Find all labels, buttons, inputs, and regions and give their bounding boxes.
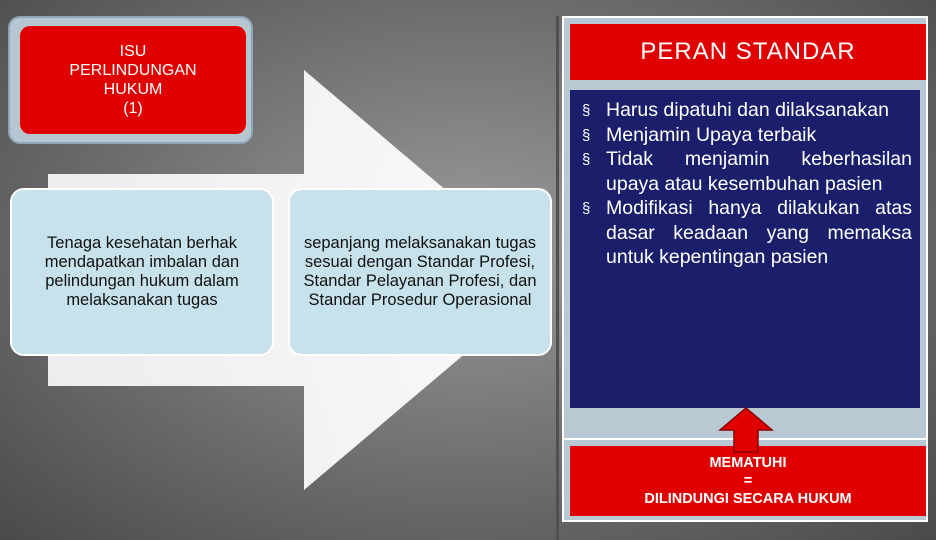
list-item: § Modifikasi hanya dilakukan atas dasar keadaan yang memaksa untuk kepentingan pasien (582, 197, 912, 268)
list-item: § Menjamin Upaya terbaik (578, 123, 912, 148)
bullet-icon: § (582, 151, 591, 168)
list-item: § Tidak menjamin keberhasilan upaya atau kesembuhan pasien (582, 148, 912, 195)
bullet-icon: § (582, 200, 591, 217)
standard-role-list (570, 90, 920, 408)
condition-box (288, 188, 552, 356)
rights-box (10, 188, 274, 356)
conclusion-box (570, 446, 926, 516)
up-arrow-icon (718, 406, 774, 454)
conclusion-line-1: MEMATUHI (709, 455, 787, 471)
conclusion-line-3: DILINDUNGI SECARA HUKUM (644, 491, 852, 507)
rights-text: Tenaga kesehatan berhak mendapatkan imbalan dan pelindungan hukum dalam melaksanakan tugas (44, 234, 240, 309)
issue-title: ISU PERLINDUNGAN HUKUM (1) (20, 26, 246, 134)
condition-text: sepanjang melaksanakan tugas sesuai dengan Standar Profesi, Standar Pelayanan Profesi, dan Standar Prosedur Operasional (303, 234, 537, 309)
list-item: § Harus dipatuhi dan dilaksanakan (578, 98, 912, 123)
conclusion-line-2: = (743, 473, 753, 489)
bullet-icon: § (582, 102, 591, 119)
standard-role-title: PERAN STANDAR (570, 24, 926, 80)
bullet-icon: § (582, 126, 591, 144)
